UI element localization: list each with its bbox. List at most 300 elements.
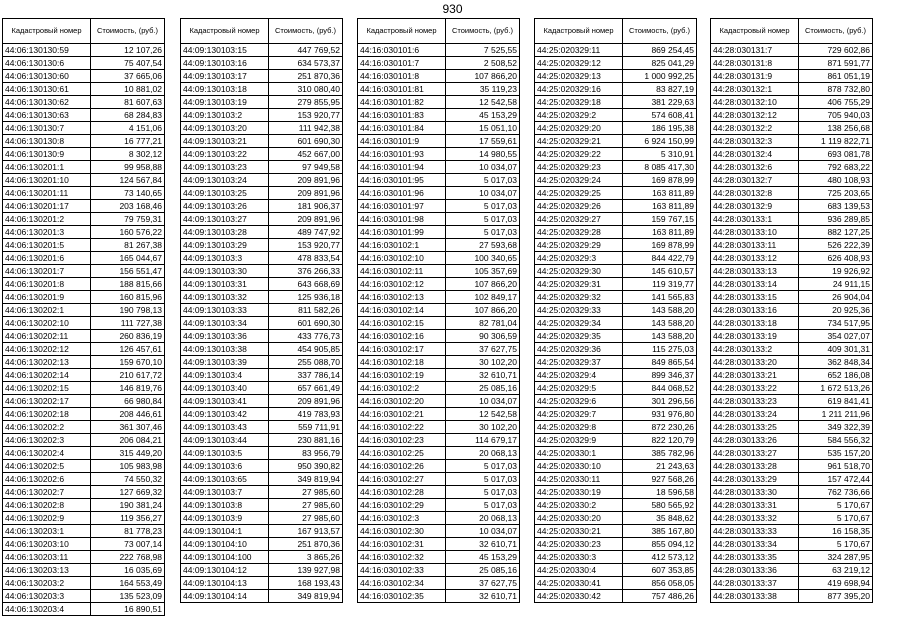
table-row (711, 317, 873, 330)
cadastral-number-cell: 44:16:030102:2 (358, 382, 446, 395)
cadastral-number-cell: 44:09:130103:2 (181, 109, 269, 122)
table-row (711, 278, 873, 291)
cost-cell: 14 980,55 (446, 148, 520, 161)
cadastral-number-cell: 44:16:030102:22 (358, 421, 446, 434)
cadastral-number-cell: 44:06:130201:7 (3, 265, 91, 278)
table-row (181, 44, 343, 57)
cost-cell: 349 819,94 (269, 590, 343, 603)
table-row (181, 369, 343, 382)
cost-cell: 126 457,61 (91, 343, 165, 356)
table-row (711, 44, 873, 57)
cost-cell: 32 610,71 (446, 369, 520, 382)
table-row (535, 486, 697, 499)
cost-cell: 119 319,77 (623, 278, 697, 291)
cadastral-number-cell: 44:09:130103:20 (181, 122, 269, 135)
header-cost: Стоимость, (руб.) (623, 19, 697, 44)
cost-cell: 143 588,20 (623, 304, 697, 317)
cadastral-number-cell: 44:06:130130:6 (3, 57, 91, 70)
cadastral-number-cell: 44:16:030101:94 (358, 161, 446, 174)
table-row (711, 447, 873, 460)
cost-cell: 601 690,30 (269, 317, 343, 330)
cadastral-number-cell: 44:28:030132:6 (711, 161, 799, 174)
cost-cell: 2 508,52 (446, 57, 520, 70)
cadastral-number-cell: 44:16:030102:35 (358, 590, 446, 603)
cadastral-number-cell: 44:28:030133:21 (711, 369, 799, 382)
cadastral-number-cell: 44:25:020329:37 (535, 356, 623, 369)
table-row (711, 239, 873, 252)
cadastral-number-cell: 44:25:020329:35 (535, 330, 623, 343)
cadastral-number-cell: 44:25:020330:4 (535, 564, 623, 577)
table-row (711, 291, 873, 304)
cost-cell: 757 486,26 (623, 590, 697, 603)
table-row (535, 473, 697, 486)
cadastral-number-cell: 44:09:130103:18 (181, 83, 269, 96)
table-row (181, 512, 343, 525)
cost-cell: 7 525,55 (446, 44, 520, 57)
table-row (711, 395, 873, 408)
table-row (358, 291, 520, 304)
cost-cell: 12 542,58 (446, 96, 520, 109)
table-row (3, 486, 165, 499)
table-row (535, 538, 697, 551)
table-row (535, 122, 697, 135)
cost-cell: 107 866,20 (446, 70, 520, 83)
cost-cell: 97 949,58 (269, 161, 343, 174)
table-row (3, 447, 165, 460)
cost-cell: 792 683,22 (799, 161, 873, 174)
cost-cell: 349 322,39 (799, 421, 873, 434)
table-row (358, 382, 520, 395)
table-row (3, 148, 165, 161)
cost-cell: 68 284,83 (91, 109, 165, 122)
table-row (181, 447, 343, 460)
cost-cell: 208 446,61 (91, 408, 165, 421)
cadastral-number-cell: 44:25:020329:7 (535, 408, 623, 421)
table-row (358, 395, 520, 408)
cost-cell: 20 068,13 (446, 512, 520, 525)
cost-cell: 5 017,03 (446, 460, 520, 473)
cadastral-number-cell: 44:25:020329:29 (535, 239, 623, 252)
cost-cell: 143 588,20 (623, 330, 697, 343)
cost-cell: 652 186,08 (799, 369, 873, 382)
cost-cell: 37 627,75 (446, 343, 520, 356)
cadastral-number-cell: 44:25:020330:23 (535, 538, 623, 551)
cost-cell: 5 310,91 (623, 148, 697, 161)
table-row (711, 460, 873, 473)
cost-cell: 882 127,25 (799, 226, 873, 239)
table-row (358, 278, 520, 291)
cost-cell: 73 007,14 (91, 538, 165, 551)
cadastral-number-cell: 44:06:130130:61 (3, 83, 91, 96)
cadastral-number-cell: 44:16:030101:98 (358, 213, 446, 226)
cost-cell: 657 661,49 (269, 382, 343, 395)
cost-cell: 409 301,31 (799, 343, 873, 356)
cadastral-number-cell: 44:16:030102:31 (358, 538, 446, 551)
table-row (535, 304, 697, 317)
cadastral-number-cell: 44:09:130103:41 (181, 395, 269, 408)
table-row (3, 161, 165, 174)
table-row (3, 83, 165, 96)
cadastral-number-cell: 44:06:130201:10 (3, 174, 91, 187)
cost-cell: 25 085,16 (446, 382, 520, 395)
table-row (535, 343, 697, 356)
header-cost: Стоимость, (руб.) (91, 19, 165, 44)
cadastral-number-cell: 44:06:130202:12 (3, 343, 91, 356)
cost-cell: 81 267,38 (91, 239, 165, 252)
cost-cell: 447 769,52 (269, 44, 343, 57)
cadastral-number-cell: 44:28:030131:8 (711, 57, 799, 70)
table-row (3, 122, 165, 135)
table-row (181, 135, 343, 148)
cost-cell: 877 395,20 (799, 590, 873, 603)
cost-cell: 90 306,59 (446, 330, 520, 343)
table-row (535, 213, 697, 226)
cost-cell: 452 667,00 (269, 148, 343, 161)
table-header-row (3, 19, 165, 44)
cost-cell: 8 085 417,30 (623, 161, 697, 174)
cadastral-number-cell: 44:25:020330:20 (535, 512, 623, 525)
table-row (535, 434, 697, 447)
table-row (181, 187, 343, 200)
cadastral-number-cell: 44:06:130203:1 (3, 525, 91, 538)
cost-cell: 3 865,26 (269, 551, 343, 564)
cadastral-number-cell: 44:09:130103:6 (181, 460, 269, 473)
table-row (358, 239, 520, 252)
table-row (535, 83, 697, 96)
cost-cell: 362 848,34 (799, 356, 873, 369)
cost-cell: 489 747,92 (269, 226, 343, 239)
cadastral-number-cell: 44:25:020329:24 (535, 174, 623, 187)
cadastral-number-cell: 44:25:020329:22 (535, 148, 623, 161)
cadastral-number-cell: 44:28:030132:9 (711, 200, 799, 213)
table-row (711, 122, 873, 135)
cost-cell: 160 815,96 (91, 291, 165, 304)
table-row (711, 369, 873, 382)
table-row (181, 460, 343, 473)
cost-cell: 822 120,79 (623, 434, 697, 447)
table-row (181, 109, 343, 122)
cost-cell: 601 690,30 (269, 135, 343, 148)
table-row (3, 434, 165, 447)
cadastral-number-cell: 44:16:030101:95 (358, 174, 446, 187)
table-row (181, 564, 343, 577)
cost-cell: 385 167,80 (623, 525, 697, 538)
cadastral-number-cell: 44:09:130104:100 (181, 551, 269, 564)
cost-cell: 844 068,52 (623, 382, 697, 395)
table-row (535, 330, 697, 343)
cost-cell: 849 865,54 (623, 356, 697, 369)
table-row (3, 564, 165, 577)
table-row (181, 408, 343, 421)
table-row (535, 551, 697, 564)
table-row (535, 512, 697, 525)
cadastral-number-cell: 44:06:130201:6 (3, 252, 91, 265)
cost-cell: 279 855,95 (269, 96, 343, 109)
cost-cell: 825 041,29 (623, 57, 697, 70)
cost-cell: 419 698,94 (799, 577, 873, 590)
cost-cell: 315 449,20 (91, 447, 165, 460)
table-row (358, 434, 520, 447)
table-row (358, 109, 520, 122)
cost-cell: 5 017,03 (446, 213, 520, 226)
cost-cell: 693 081,78 (799, 148, 873, 161)
table-row (181, 213, 343, 226)
cost-cell: 111 942,38 (269, 122, 343, 135)
table-row (535, 44, 697, 57)
cost-cell: 454 905,85 (269, 343, 343, 356)
cost-cell: 100 340,65 (446, 252, 520, 265)
cadastral-number-cell: 44:25:020329:6 (535, 395, 623, 408)
table-row (181, 57, 343, 70)
table-header-row (711, 19, 873, 44)
cost-cell: 683 139,53 (799, 200, 873, 213)
cadastral-number-cell: 44:25:020329:31 (535, 278, 623, 291)
table-row (535, 57, 697, 70)
cost-cell: 165 044,67 (91, 252, 165, 265)
cost-cell: 25 085,16 (446, 564, 520, 577)
cadastral-number-cell: 44:28:030132:4 (711, 148, 799, 161)
cost-cell: 1 211 211,96 (799, 408, 873, 421)
cadastral-number-cell: 44:16:030102:18 (358, 356, 446, 369)
cost-cell: 861 051,19 (799, 70, 873, 83)
cost-cell: 301 296,56 (623, 395, 697, 408)
table-row (3, 304, 165, 317)
cadastral-number-cell: 44:16:030101:7 (358, 57, 446, 70)
cost-cell: 141 565,83 (623, 291, 697, 304)
table-row (3, 239, 165, 252)
cost-cell: 206 084,21 (91, 434, 165, 447)
cadastral-number-cell: 44:28:030133:10 (711, 226, 799, 239)
table-row (358, 343, 520, 356)
cadastral-number-cell: 44:09:130104:1 (181, 525, 269, 538)
cadastral-number-cell: 44:28:030133:13 (711, 265, 799, 278)
cost-cell: 1 672 513,26 (799, 382, 873, 395)
table-row (3, 369, 165, 382)
table-row (535, 590, 697, 603)
cadastral-number-cell: 44:25:020329:8 (535, 421, 623, 434)
cadastral-number-cell: 44:06:130203:13 (3, 564, 91, 577)
cost-cell: 37 665,06 (91, 70, 165, 83)
page-number: 930 (442, 2, 463, 16)
cadastral-number-cell: 44:16:030102:1 (358, 239, 446, 252)
cost-cell: 81 778,23 (91, 525, 165, 538)
cost-cell: 230 881,16 (269, 434, 343, 447)
cadastral-number-cell: 44:09:130103:30 (181, 265, 269, 278)
cost-cell: 107 866,20 (446, 304, 520, 317)
cost-cell: 10 034,07 (446, 161, 520, 174)
table-row (358, 564, 520, 577)
cost-cell: 19 926,92 (799, 265, 873, 278)
cadastral-number-cell: 44:25:020329:28 (535, 226, 623, 239)
cadastral-number-cell: 44:28:030133:1 (711, 213, 799, 226)
cadastral-number-cell: 44:25:020330:21 (535, 525, 623, 538)
cadastral-number-cell: 44:28:030133:33 (711, 525, 799, 538)
cadastral-number-cell: 44:06:130201:8 (3, 278, 91, 291)
table-row (711, 434, 873, 447)
cadastral-number-cell: 44:16:030102:16 (358, 330, 446, 343)
cadastral-number-cell: 44:25:020329:20 (535, 122, 623, 135)
table-row (181, 499, 343, 512)
cost-cell: 146 819,76 (91, 382, 165, 395)
table-row (535, 395, 697, 408)
cost-cell: 385 782,96 (623, 447, 697, 460)
cost-cell: 349 819,94 (269, 473, 343, 486)
cost-cell: 45 153,29 (446, 109, 520, 122)
cadastral-number-cell: 44:06:130203:10 (3, 538, 91, 551)
table-row (358, 421, 520, 434)
table-row (181, 317, 343, 330)
cadastral-number-cell: 44:25:020329:18 (535, 96, 623, 109)
table-row (535, 265, 697, 278)
cost-cell: 619 841,41 (799, 395, 873, 408)
cost-cell: 102 849,17 (446, 291, 520, 304)
table-row (711, 70, 873, 83)
cadastral-number-cell: 44:16:030102:20 (358, 395, 446, 408)
table-row (535, 291, 697, 304)
cost-cell: 725 203,65 (799, 187, 873, 200)
cost-cell: 526 222,39 (799, 239, 873, 252)
cost-cell: 163 811,89 (623, 226, 697, 239)
cost-cell: 4 151,06 (91, 122, 165, 135)
cost-cell: 950 390,82 (269, 460, 343, 473)
cost-cell: 35 848,62 (623, 512, 697, 525)
table-row (358, 577, 520, 590)
cost-cell: 156 551,47 (91, 265, 165, 278)
cost-cell: 124 567,84 (91, 174, 165, 187)
table-row (535, 525, 697, 538)
cadastral-number-cell: 44:06:130130:63 (3, 109, 91, 122)
table-row (358, 70, 520, 83)
cost-cell: 844 422,79 (623, 252, 697, 265)
table-row (711, 148, 873, 161)
table-row (711, 551, 873, 564)
cadastral-number-cell: 44:09:130103:26 (181, 200, 269, 213)
cadastral-number-cell: 44:09:130103:40 (181, 382, 269, 395)
cadastral-number-cell: 44:16:030102:15 (358, 317, 446, 330)
cadastral-number-cell: 44:25:020329:4 (535, 369, 623, 382)
cadastral-number-cell: 44:25:020329:32 (535, 291, 623, 304)
cost-cell: 869 254,45 (623, 44, 697, 57)
cadastral-number-cell: 44:28:030133:30 (711, 486, 799, 499)
cadastral-number-cell: 44:09:130103:43 (181, 421, 269, 434)
cadastral-table-3 (357, 18, 520, 603)
cost-cell: 10 881,02 (91, 83, 165, 96)
cost-cell: 8 302,12 (91, 148, 165, 161)
table-row (358, 83, 520, 96)
table-row (535, 564, 697, 577)
cadastral-number-cell: 44:16:030102:12 (358, 278, 446, 291)
cadastral-number-cell: 44:09:130103:32 (181, 291, 269, 304)
cost-cell: 931 976,80 (623, 408, 697, 421)
cadastral-number-cell: 44:28:030133:19 (711, 330, 799, 343)
cadastral-number-cell: 44:28:030133:2 (711, 343, 799, 356)
cadastral-number-cell: 44:16:030102:27 (358, 473, 446, 486)
table-row (181, 538, 343, 551)
cost-cell: 153 920,77 (269, 109, 343, 122)
cadastral-number-cell: 44:16:030102:23 (358, 434, 446, 447)
table-row (3, 187, 165, 200)
table-row (535, 109, 697, 122)
cost-cell: 167 913,57 (269, 525, 343, 538)
table-row (3, 343, 165, 356)
header-cadastral-number: Кадастровый номер (358, 19, 446, 44)
table-row (181, 200, 343, 213)
table-row (711, 174, 873, 187)
cost-cell: 159 767,15 (623, 213, 697, 226)
header-cost: Стоимость, (руб.) (446, 19, 520, 44)
cost-cell: 82 781,04 (446, 317, 520, 330)
cost-cell: 5 017,03 (446, 174, 520, 187)
cadastral-number-cell: 44:09:130103:21 (181, 135, 269, 148)
table-row (181, 382, 343, 395)
cost-cell: 406 755,29 (799, 96, 873, 109)
table-row (711, 135, 873, 148)
table-row (3, 551, 165, 564)
cadastral-number-cell: 44:28:030131:9 (711, 70, 799, 83)
cost-cell: 30 102,20 (446, 421, 520, 434)
cadastral-number-cell: 44:25:020330:42 (535, 590, 623, 603)
table-row (181, 577, 343, 590)
cost-cell: 856 058,05 (623, 577, 697, 590)
table-row (535, 356, 697, 369)
cost-cell: 63 219,12 (799, 564, 873, 577)
table-row (711, 382, 873, 395)
table-row (181, 83, 343, 96)
cost-cell: 114 679,17 (446, 434, 520, 447)
table-row (358, 122, 520, 135)
cadastral-number-cell: 44:16:030102:3 (358, 512, 446, 525)
table-row (181, 304, 343, 317)
cost-cell: 584 556,32 (799, 434, 873, 447)
table-row (711, 564, 873, 577)
cost-cell: 188 815,66 (91, 278, 165, 291)
cadastral-number-cell: 44:16:030102:17 (358, 343, 446, 356)
table-row (3, 109, 165, 122)
table-row (3, 395, 165, 408)
cadastral-number-cell: 44:28:030133:26 (711, 434, 799, 447)
cost-cell: 872 230,26 (623, 421, 697, 434)
cost-cell: 5 170,67 (799, 499, 873, 512)
cost-cell: 111 727,38 (91, 317, 165, 330)
table-row (711, 590, 873, 603)
cadastral-number-cell: 44:25:020329:3 (535, 252, 623, 265)
cost-cell: 145 610,57 (623, 265, 697, 278)
cost-cell: 81 607,63 (91, 96, 165, 109)
table-row (711, 525, 873, 538)
cadastral-number-cell: 44:25:020330:10 (535, 460, 623, 473)
cadastral-number-cell: 44:09:130104:10 (181, 538, 269, 551)
cost-cell: 376 266,33 (269, 265, 343, 278)
table-row (181, 291, 343, 304)
cadastral-number-cell: 44:28:030133:24 (711, 408, 799, 421)
table-row (3, 174, 165, 187)
cost-cell: 1 000 992,25 (623, 70, 697, 83)
cadastral-number-cell: 44:16:030101:84 (358, 122, 446, 135)
cadastral-number-cell: 44:25:020330:2 (535, 499, 623, 512)
cadastral-number-cell: 44:28:030133:22 (711, 382, 799, 395)
cost-cell: 26 904,04 (799, 291, 873, 304)
cadastral-number-cell: 44:09:130103:8 (181, 499, 269, 512)
cost-cell: 169 878,99 (623, 174, 697, 187)
table-row (358, 330, 520, 343)
table-row (358, 161, 520, 174)
cadastral-number-cell: 44:28:030133:37 (711, 577, 799, 590)
cadastral-number-cell: 44:28:030133:25 (711, 421, 799, 434)
cost-cell: 419 783,93 (269, 408, 343, 421)
table-row (358, 57, 520, 70)
cadastral-number-cell: 44:28:030132:3 (711, 135, 799, 148)
cost-cell: 480 108,93 (799, 174, 873, 187)
